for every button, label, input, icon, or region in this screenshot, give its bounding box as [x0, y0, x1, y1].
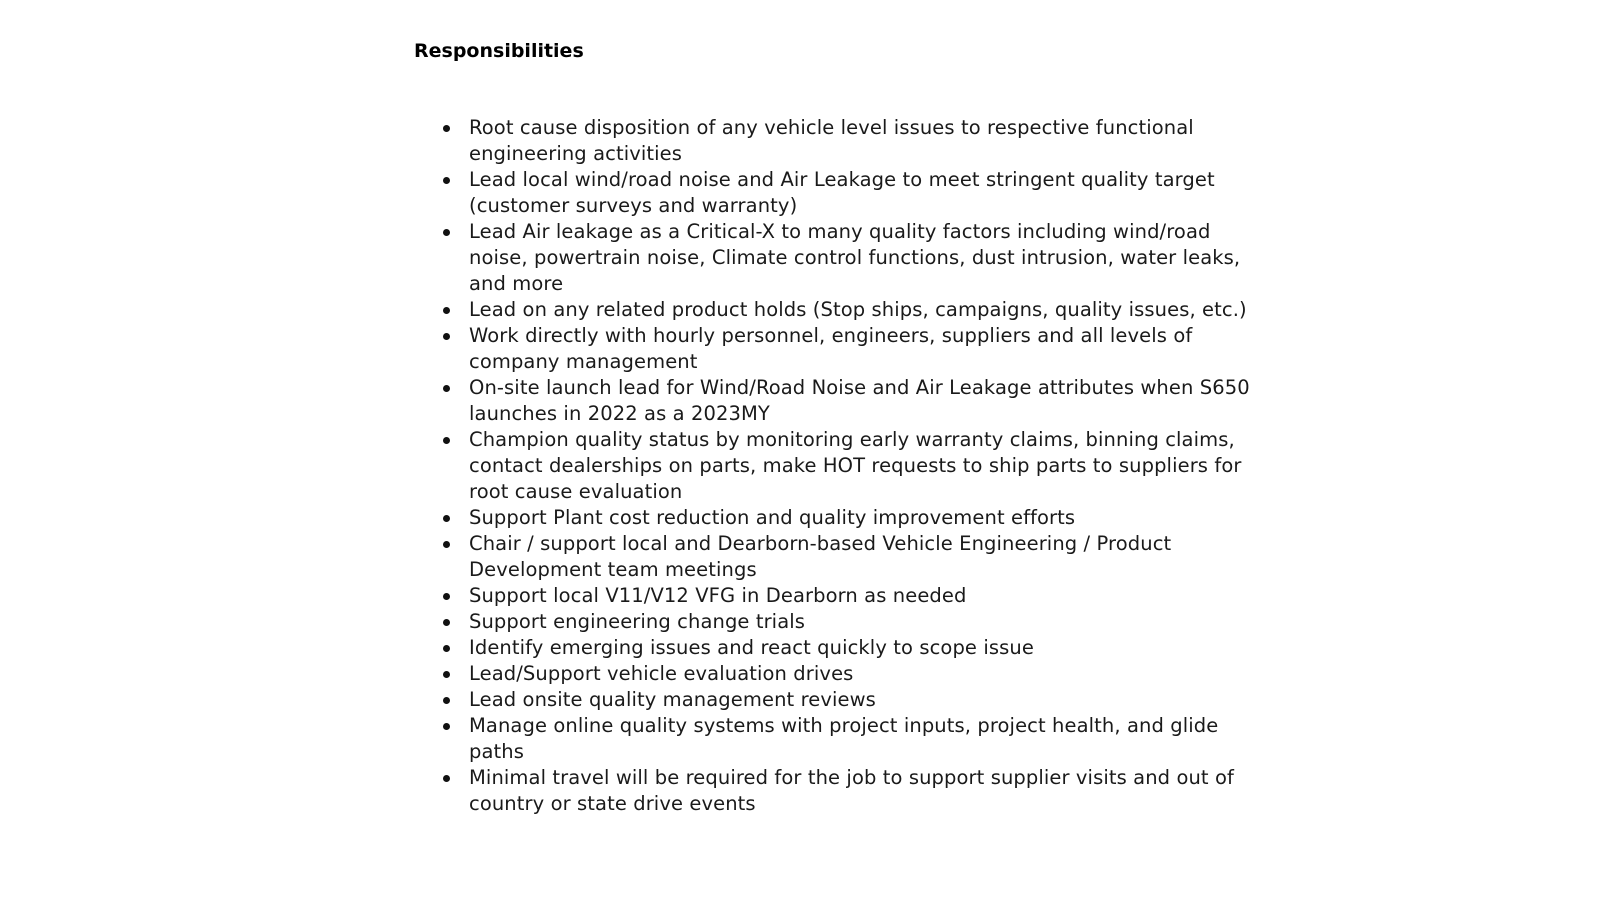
bullet-icon — [443, 541, 450, 548]
bullet-icon — [443, 723, 450, 730]
list-item — [469, 219, 1264, 297]
bullet-icon — [443, 619, 450, 626]
list-item-text: Lead onsite quality management reviews — [469, 688, 876, 711]
bullet-icon — [443, 671, 450, 678]
list-item — [469, 323, 1264, 375]
bullet-icon — [443, 125, 450, 132]
list-item-text: Champion quality status by monitoring early warranty claims, binning claims, contact dealerships on parts, make HOT requests to ship parts to suppliers for root cause evaluation — [469, 428, 1242, 503]
bullet-icon — [443, 385, 450, 392]
list-item-text: Minimal travel will be required for the job to support supplier visits and out of country or state drive events — [469, 766, 1234, 815]
bullet-icon — [443, 307, 450, 314]
list-item — [469, 713, 1264, 765]
document — [414, 36, 1264, 815]
list-item-text: Lead local wind/road noise and Air Leakage to meet stringent quality target (customer surveys and warranty) — [469, 168, 1215, 217]
list-item — [469, 609, 1264, 635]
list-item-text: Chair / support local and Dearborn-based Vehicle Engineering / Product Development team meetings — [469, 532, 1172, 581]
bullet-icon — [443, 775, 450, 782]
list-item-text: Lead/Support vehicle evaluation drives — [469, 662, 854, 685]
list-item — [469, 427, 1264, 505]
list-item-text: Support local V11/V12 VFG in Dearborn as needed — [469, 584, 967, 607]
list-item-text: Root cause disposition of any vehicle level issues to respective functional engineering activities — [469, 116, 1194, 165]
list-item — [469, 583, 1264, 609]
bullet-icon — [443, 593, 450, 600]
bullet-icon — [443, 645, 450, 652]
list-item — [469, 115, 1264, 167]
list-item — [469, 297, 1264, 323]
list-item — [469, 635, 1264, 661]
bullet-icon — [443, 177, 450, 184]
list-item — [469, 375, 1264, 427]
list-item-text: Support engineering change trials — [469, 610, 806, 633]
list-item-text: Manage online quality systems with project inputs, project health, and glide paths — [469, 714, 1219, 763]
list-item-text: On-site launch lead for Wind/Road Noise and Air Leakage attributes when S650 launches in 2022 as a 2023MY — [469, 376, 1250, 425]
bullet-icon — [443, 515, 450, 522]
list-item — [469, 661, 1264, 687]
list-item-text: Lead Air leakage as a Critical-X to many quality factors including wind/road noise, powertrain noise, Climate control functions, dust intrusion, water leaks, and more — [469, 220, 1241, 295]
section-heading: Responsibilities — [414, 40, 584, 62]
list-item — [469, 687, 1264, 713]
list-item-text: Support Plant cost reduction and quality improvement efforts — [469, 506, 1076, 529]
list-item — [469, 765, 1264, 817]
list-item — [469, 505, 1264, 531]
bullet-icon — [443, 697, 450, 704]
bullet-icon — [443, 333, 450, 340]
list-item — [469, 167, 1264, 219]
list-item-text: Work directly with hourly personnel, engineers, suppliers and all levels of company management — [469, 324, 1193, 373]
list-item-text: Identify emerging issues and react quickly to scope issue — [469, 636, 1034, 659]
list-item-text: Lead on any related product holds (Stop ships, campaigns, quality issues, etc.) — [469, 298, 1247, 321]
responsibilities-list — [469, 115, 1264, 817]
list-item — [469, 531, 1264, 583]
bullet-icon — [443, 229, 450, 236]
bullet-icon — [443, 437, 450, 444]
